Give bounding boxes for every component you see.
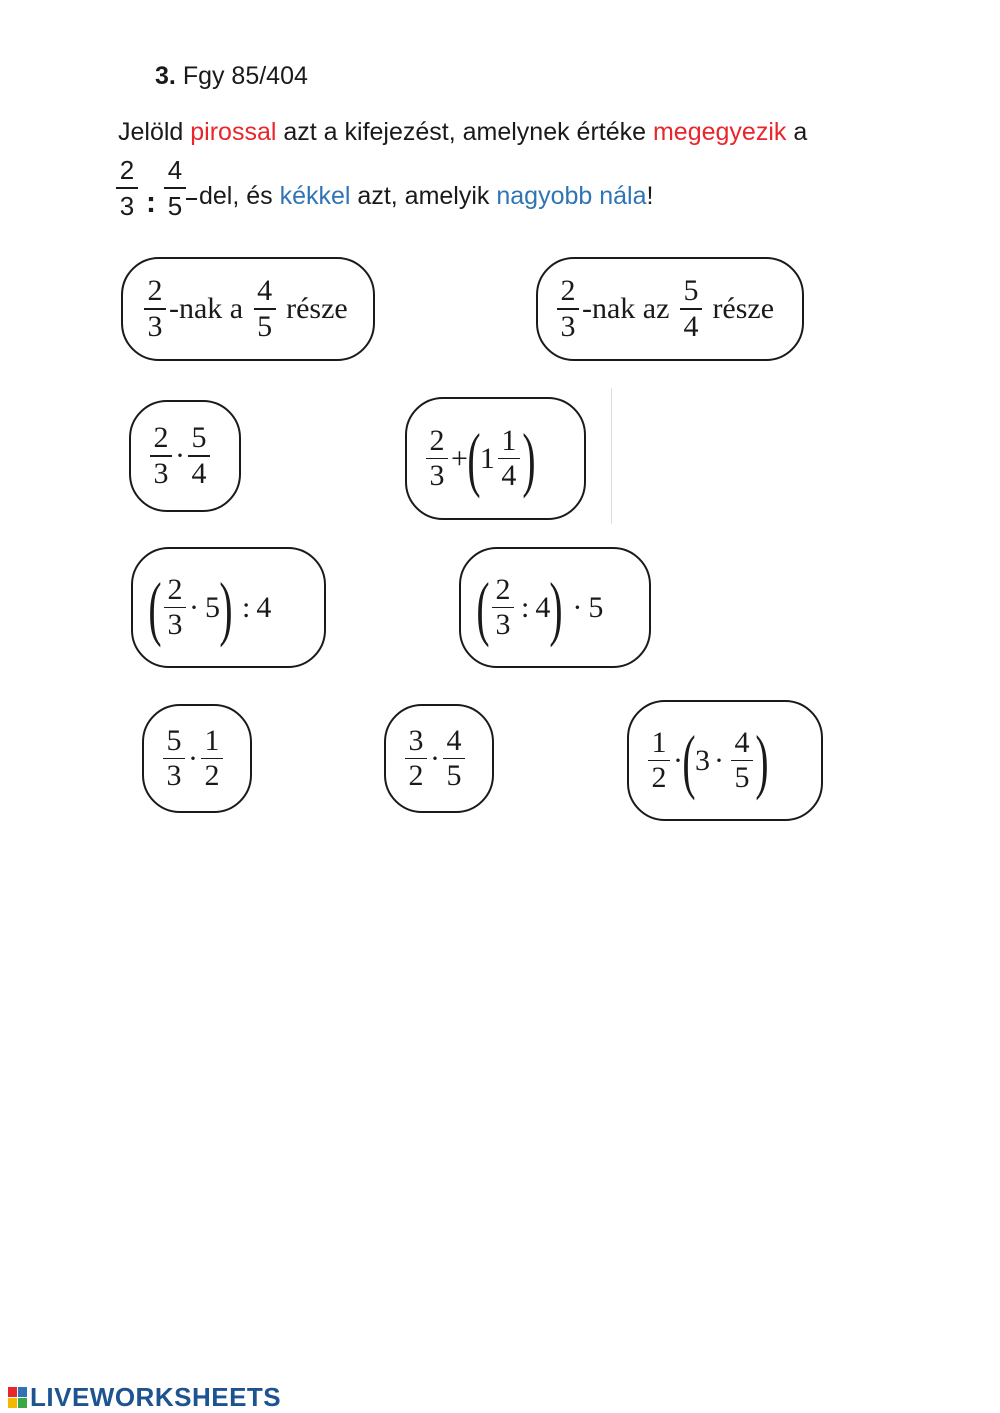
fraction-numerator: 2	[167, 572, 183, 606]
fraction	[648, 726, 670, 796]
right-parenthesis: )	[549, 567, 563, 648]
fraction-numerator: 1	[204, 723, 220, 757]
right-parenthesis: )	[219, 567, 233, 648]
right-parenthesis: )	[522, 418, 536, 499]
fraction	[254, 274, 276, 344]
fraction-denominator: 4	[191, 456, 207, 490]
left-parenthesis: (	[148, 567, 162, 648]
fraction-denominator: 3	[167, 608, 183, 642]
instruction-line-2	[186, 182, 653, 211]
instruction-text: azt, amelyik	[350, 182, 497, 210]
instruction-text: Jelöld	[118, 118, 191, 146]
fraction	[557, 274, 579, 344]
number: 5	[588, 590, 604, 624]
red-keyword: megegyezik	[652, 118, 787, 146]
logo-square	[18, 1398, 27, 1408]
division-colon: :	[146, 186, 156, 219]
left-parenthesis: (	[682, 720, 696, 801]
fraction-numerator: 2	[429, 423, 445, 457]
fraction-denominator: 3	[429, 459, 445, 493]
fraction	[680, 274, 702, 344]
number: 4	[535, 590, 551, 624]
expression-box-3[interactable]	[129, 400, 241, 512]
expression-box-9[interactable]	[627, 700, 823, 821]
multiply-operator: ·	[430, 741, 440, 775]
instruction-text: azt a kifejezést, amelynek értéke	[276, 118, 653, 146]
plus-operator: +	[451, 441, 468, 475]
fraction	[164, 573, 186, 643]
fraction-denominator: 2	[204, 759, 220, 793]
fraction	[498, 424, 520, 494]
fraction-numerator: 4	[446, 723, 462, 757]
expression-box-6[interactable]	[459, 547, 651, 668]
number: 4	[256, 590, 272, 624]
logo-icon	[8, 1387, 27, 1408]
instruction-text: !	[646, 182, 654, 210]
fraction	[492, 573, 514, 643]
fraction-numerator: 2	[119, 155, 135, 185]
exercise-heading	[155, 62, 308, 91]
fraction-denominator: 3	[560, 309, 576, 343]
fraction	[201, 724, 223, 794]
left-parenthesis: (	[467, 418, 481, 499]
instruction-text: a	[786, 118, 808, 146]
fraction	[443, 724, 465, 794]
expression-box-2[interactable]	[536, 257, 804, 361]
blue-keyword: nagyobb nála	[496, 182, 647, 210]
instruction-line-1	[118, 115, 807, 149]
fraction-denominator: 2	[651, 761, 667, 795]
multiply-operator: ·	[572, 590, 583, 624]
multiply-operator: ·	[673, 743, 683, 777]
expression-box-4[interactable]	[405, 397, 586, 520]
fraction	[731, 726, 753, 796]
fraction-denominator: 3	[495, 608, 511, 642]
reference-fraction-2	[163, 156, 187, 220]
fraction-numerator: 3	[408, 723, 424, 757]
fraction-numerator: 4	[734, 725, 750, 759]
fraction-denominator: 2	[408, 759, 424, 793]
fraction-numerator: 2	[495, 572, 511, 606]
expression-text: része	[278, 292, 348, 325]
fraction-denominator: 5	[446, 759, 462, 793]
fraction-denominator: 5	[734, 761, 750, 795]
fraction	[188, 421, 210, 491]
expression-box-8[interactable]	[384, 704, 494, 813]
fraction-denominator: 3	[153, 456, 169, 490]
exercise-number: 3.	[155, 62, 176, 90]
fraction-denominator: 5	[257, 309, 273, 343]
multiply-operator: ·	[713, 743, 724, 777]
fraction-numerator: 2	[147, 274, 163, 308]
fraction	[426, 424, 448, 494]
expression-box-7[interactable]	[142, 704, 252, 813]
fraction-bar	[164, 187, 186, 189]
brand-name: LIVEWORKSHEETS	[30, 1382, 282, 1412]
fraction-denominator: 5	[167, 191, 183, 221]
fraction-numerator: 2	[153, 421, 169, 455]
fraction-numerator: 5	[683, 274, 699, 308]
expression-text: -nak az	[582, 292, 677, 325]
logo-square	[8, 1387, 17, 1397]
fraction	[405, 724, 427, 794]
fraction-numerator: 1	[501, 423, 517, 457]
right-parenthesis: )	[755, 720, 769, 801]
expression-text: része	[704, 292, 775, 325]
divide-operator: :	[241, 590, 251, 624]
red-keyword: pirossal	[190, 118, 277, 146]
logo-square	[18, 1387, 27, 1397]
multiply-operator: ·	[188, 741, 198, 775]
expression-text: -nak a	[169, 292, 251, 325]
number: 5	[204, 590, 220, 624]
fraction	[150, 421, 172, 491]
divider-line	[611, 388, 612, 524]
logo-square	[8, 1398, 17, 1408]
fraction-numerator: 5	[166, 723, 182, 757]
fraction-denominator: 3	[166, 759, 182, 793]
expression-box-1[interactable]	[121, 257, 375, 361]
number: 3	[694, 743, 710, 777]
multiply-operator: ·	[188, 590, 199, 624]
left-parenthesis: (	[476, 567, 490, 648]
fraction-denominator: 4	[683, 309, 699, 343]
liveworksheets-logo	[8, 1382, 281, 1413]
fraction-denominator: 3	[147, 309, 163, 343]
fraction-denominator: 4	[501, 459, 517, 493]
multiply-operator: ·	[175, 439, 185, 472]
fraction	[144, 274, 166, 344]
mixed-whole: 1	[479, 441, 495, 475]
fraction-numerator: 4	[167, 155, 183, 185]
fraction-denominator: 3	[119, 191, 135, 221]
fraction-bar	[116, 187, 138, 189]
exercise-reference: Fgy 85/404	[182, 62, 308, 90]
fraction-numerator: 1	[651, 725, 667, 759]
expression-box-5[interactable]	[131, 547, 326, 668]
fraction-numerator: 5	[191, 421, 207, 455]
reference-fraction-1	[115, 156, 139, 220]
fraction	[163, 724, 185, 794]
blue-keyword: kékkel	[279, 182, 351, 210]
fraction-numerator: 2	[560, 274, 576, 308]
instruction-text: del, és	[199, 182, 280, 210]
fraction-numerator: 4	[257, 274, 273, 308]
divide-operator: :	[520, 590, 530, 624]
